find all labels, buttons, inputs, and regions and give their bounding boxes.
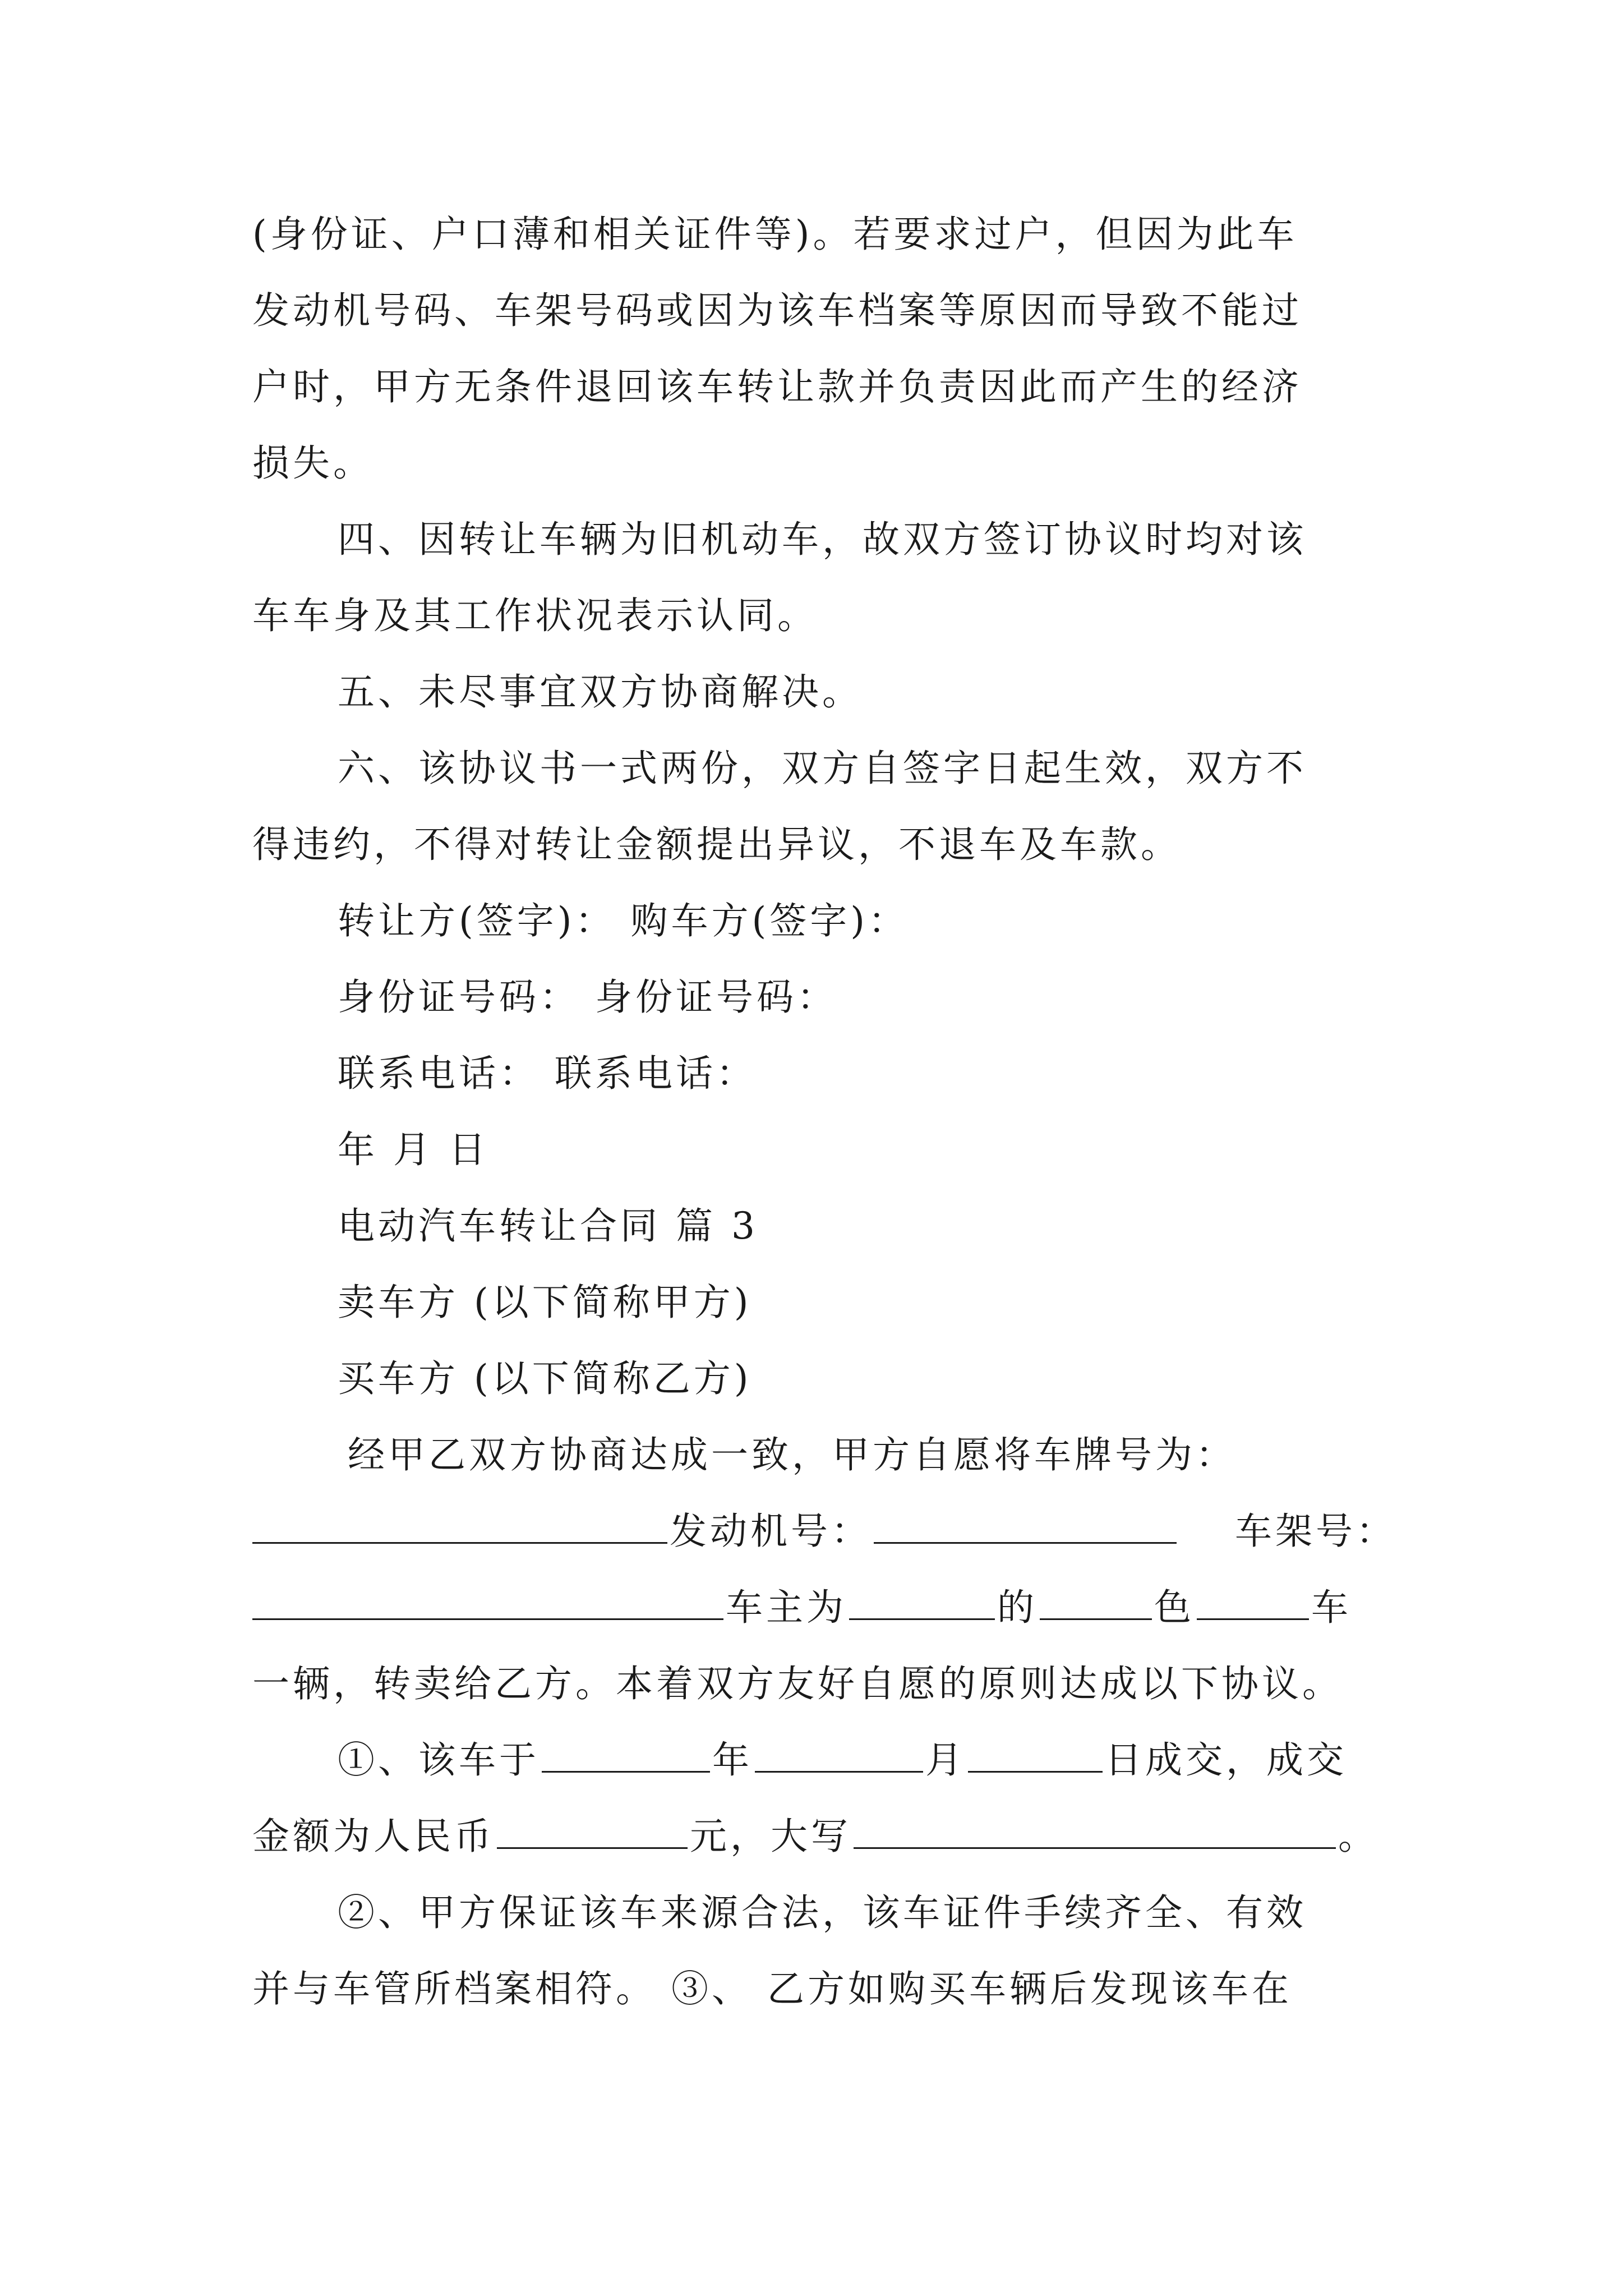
seller-line: 卖车方 (以下简称甲方) <box>338 1281 752 1324</box>
amount-words-blank[interactable] <box>854 1807 1336 1849</box>
paragraph-line: 发动机号码、车架号码或因为该车档案等原因而导致不能过 <box>252 289 1302 332</box>
paragraph-line: (身份证、户口薄和相关证件等)。若要求过户，但因为此车 <box>252 213 1298 256</box>
yuan-label: 元，大写 <box>690 1815 851 1858</box>
car-type-blank[interactable] <box>1197 1578 1309 1620</box>
agreement-line-2 <box>252 1493 1396 1570</box>
day-deal-label: 日成交，成交 <box>1105 1738 1347 1782</box>
item-2-line-2: 并与车管所档案相符。 ③、 乙方如购买车辆后发现该车在 <box>252 1967 1292 2010</box>
year-label: 年 <box>712 1738 753 1782</box>
amount-blank[interactable] <box>497 1807 688 1849</box>
agreement-line-4: 一辆，转卖给乙方。本着双方友好自愿的原则达成以下协议。 <box>252 1662 1343 1705</box>
clause-5: 五、未尽事宜双方协商解决。 <box>338 670 863 714</box>
clause-6-line-1: 六、该协议书一式两份，双方自签字日起生效，双方不 <box>338 747 1307 790</box>
agreement-line-1: 经甲乙双方协商达成一致，甲方自愿将车牌号为： <box>348 1433 1236 1476</box>
owner-label: 车主为 <box>726 1586 847 1629</box>
month-label: 月 <box>925 1738 966 1782</box>
month-blank[interactable] <box>755 1731 923 1773</box>
item-1-line-2 <box>252 1798 1396 1875</box>
id-number-line: 身份证号码： 身份证号码： <box>338 976 837 1019</box>
signature-line: 转让方(签字)： 购车方(签字)： <box>338 899 909 942</box>
plate-number-blank[interactable] <box>252 1502 667 1544</box>
owner-blank[interactable] <box>849 1578 995 1620</box>
date-line: 年 月 日 <box>338 1128 489 1171</box>
clause-4-line-1: 四、因转让车辆为旧机动车，故双方签订协议时均对该 <box>338 518 1307 561</box>
document-body <box>252 196 1396 2027</box>
day-blank[interactable] <box>968 1731 1103 1773</box>
color-label: 色 <box>1154 1586 1195 1629</box>
buyer-line: 买车方 (以下简称乙方) <box>338 1357 752 1400</box>
frame-label: 车架号： <box>1235 1510 1396 1553</box>
paragraph-line: 损失。 <box>252 441 374 485</box>
frame-number-blank[interactable] <box>252 1578 723 1620</box>
amount-prefix: 金额为人民币 <box>252 1815 495 1858</box>
section-title: 电动汽车转让合同 篇 3 <box>338 1204 758 1248</box>
engine-label: 发动机号： <box>670 1510 872 1553</box>
clause-4-line-2: 车车身及其工作状况表示认同。 <box>252 594 818 637</box>
item-1-line-1 <box>252 1722 1396 1798</box>
phone-line: 联系电话： 联系电话： <box>338 1052 757 1095</box>
item-1-prefix: ①、该车于 <box>338 1738 540 1782</box>
agreement-line-3 <box>252 1570 1396 1646</box>
engine-number-blank[interactable] <box>874 1502 1177 1544</box>
item-2-line-1: ②、甲方保证该车来源合法，该车证件手续齐全、有效 <box>338 1891 1307 1934</box>
clause-6-line-2: 得违约，不得对转让金额提出异议，不退车及车款。 <box>252 823 1181 866</box>
car-label: 车 <box>1311 1586 1352 1629</box>
year-blank[interactable] <box>542 1731 710 1773</box>
paragraph-line: 户时，甲方无条件退回该车转让款并负责因此而产生的经济 <box>252 365 1302 408</box>
of-label: 的 <box>997 1586 1038 1629</box>
period: 。 <box>1338 1815 1378 1858</box>
color-blank[interactable] <box>1040 1578 1152 1620</box>
